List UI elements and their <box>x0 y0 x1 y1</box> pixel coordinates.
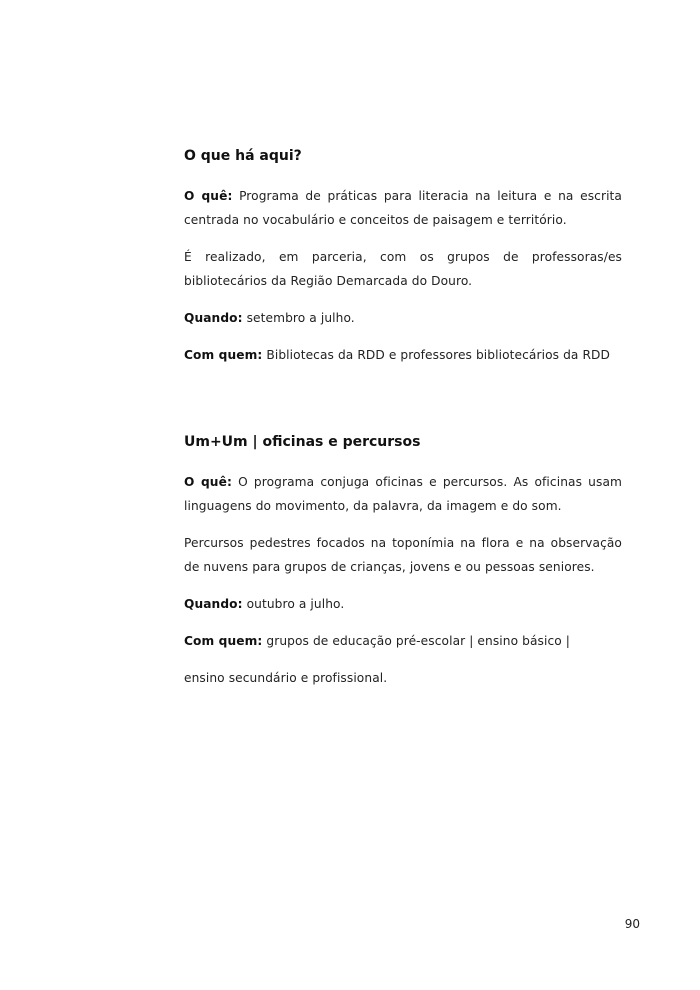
who-continuation: ensino secundário e profissional. <box>184 671 388 685</box>
what-label: O quê: <box>184 189 233 203</box>
partnership-paragraph: É realizado, em parceria, com os grupos de professoras/es bibliotecários da Região Demarcada do Douro. <box>184 250 622 288</box>
when-label: Quando: <box>184 311 243 325</box>
section-o-que-ha-aqui <box>184 146 622 380</box>
what-paragraph <box>184 184 622 232</box>
routes-paragraph: Percursos pedestres focados na toponímia na flora e na observação de nuvens para grupos de crianças, jovens e ou pessoas seniores. <box>184 536 622 574</box>
who-paragraph <box>184 629 622 653</box>
who-text: grupos de educação pré-escolar | ensino básico | <box>262 634 570 648</box>
when-label: Quando: <box>184 597 243 611</box>
what-text: Programa de práticas para literacia na leitura e na escrita centrada no vocabulário e conceitos de paisagem e território. <box>184 189 622 227</box>
who-label: Com quem: <box>184 348 263 362</box>
what-text: O programa conjuga oficinas e percursos. As oficinas usam linguagens do movimento, da palavra, da imagem e do som. <box>184 475 622 513</box>
page-number: 90 <box>624 917 640 931</box>
who-text: Bibliotecas da RDD e professores bibliotecários da RDD <box>262 348 610 362</box>
section-um-mais-um <box>184 432 622 703</box>
when-text: setembro a julho. <box>242 311 355 325</box>
when-text: outubro a julho. <box>242 597 345 611</box>
who-label: Com quem: <box>184 634 263 648</box>
what-label: O quê: <box>184 475 232 489</box>
what-paragraph <box>184 470 622 518</box>
section-title: Um+Um | oficinas e percursos <box>184 434 421 450</box>
when-paragraph <box>184 592 622 616</box>
when-paragraph <box>184 306 622 330</box>
section-title: O que há aqui? <box>184 148 302 164</box>
who-paragraph <box>184 343 622 367</box>
